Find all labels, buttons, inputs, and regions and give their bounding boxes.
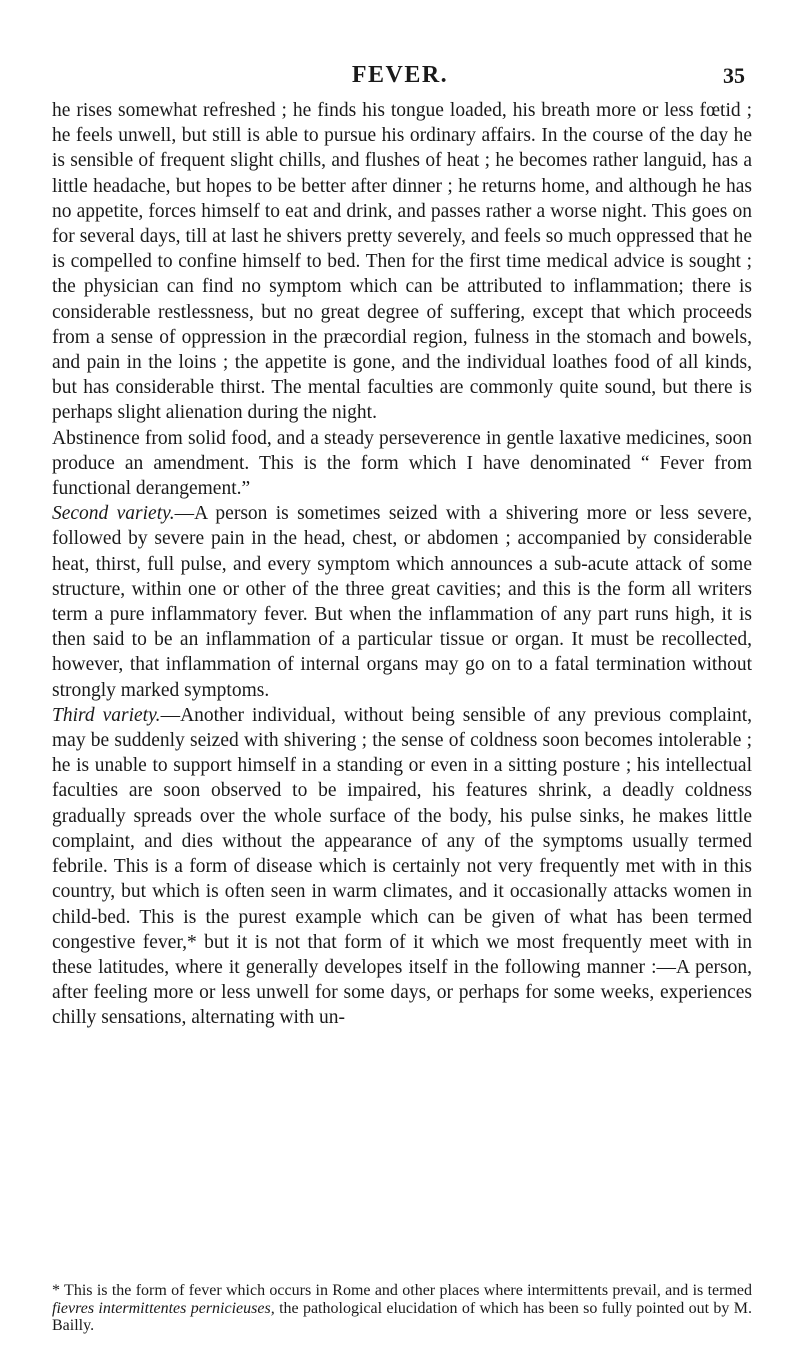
footnote (52, 1282, 752, 1335)
footnote-lead: * This is the form of fever which occurs in Rome and other places where intermittents prevail, and is termed (52, 1282, 752, 1299)
paragraph-functional-derangement-treatment: Abstinence from solid food, and a steady perseverence in gentle laxative medicines, soon produce an amendment. This is the form which I have denominated “ Fever from functional derangement.” (52, 427, 752, 500)
paragraph-functional-derangement-symptoms: he rises somewhat refreshed ; he finds his tongue loaded, his breath more or less fœtid ; he feels unwell, but still is able to pursue his ordinary affairs. In the course of the day he is sensible of frequent slight chills, and flushes of heat ; he becomes rather languid, has a little headache, but hopes to be better after dinner ; he returns home, and although he has no appetite, forces himself to eat and drink, and passes rather a worse night. This goes on for several days, till at last he shivers pretty severely, and feels so much oppressed that he is compelled to confine himself to bed. Then for the first time medical advice is sought ; the physician can find no symptom which can be attributed to inflammation; there is considerable restlessness, but no great degree of suffering, except that which proceeds from a sense of oppression in the præcordial region, fulness in the stomach and bowels, and pain in the loins ; the appetite is gone, and the individual loathes food of all kinds, but has considerable thirst. The mental faculties are commonly quite sound, but there is perhaps slight alienation during the night. (52, 100, 752, 424)
third-variety-text: —Another individual, without being sensible of any previous complaint, may be suddenly seized with shivering ; the sense of coldness soon becomes intolerable ; he is unable to support himself in a standing or even in a sitting posture ; his intellectual faculties are soon observed to be impaired, his features shrink, a deadly coldness gradually spreads over the whole surface of the body, his pulse sinks, he makes little complaint, and dies without the appearance of any of the symptoms usually termed febrile. This is a form of disease which is certainly not very frequently met with in this country, but which is often seen in warm climates, and it occasionally attacks women in child-bed. This is the purest example which can be given of what has been termed congestive fever,* but it is not that form of it which we most frequently meet with in these latitudes, where it generally developes itself in the following manner :—A person, after feeling more or less unwell for some days, or perhaps for some weeks, experiences chilly sensations, alternating with un- (52, 704, 752, 1029)
page-header (0, 62, 800, 92)
body-text (52, 98, 752, 1031)
paragraph-third-variety (52, 703, 752, 1031)
footnote-tail: the pathological elucidation of which has been so fully pointed out by M. Bailly. (52, 1299, 753, 1334)
footnote-italic-term: fievres intermittentes pernicieuses, (52, 1299, 275, 1317)
page-number: 35 (723, 63, 745, 88)
running-title: FEVER. (351, 62, 449, 88)
third-variety-label: Third variety. (52, 704, 161, 726)
paragraph-second-variety (52, 501, 752, 703)
second-variety-label: Second variety. (52, 503, 175, 525)
second-variety-text: —A person is sometimes seized with a shivering more or less severe, followed by severe pain in the head, chest, or abdomen ; accompanied by considerable heat, thirst, full pulse, and every symptom which announces a sub-acute attack of some structure, within one or other of the three great cavities; and this is the form all writers term a pure inflammatory fever. But when the inflammation of any part runs high, it is then said to be an inflammation of a particular tissue or organ. It must be recollected, however, that inflammation of internal organs may go on to a fatal termination without strongly marked symptoms. (52, 503, 753, 701)
